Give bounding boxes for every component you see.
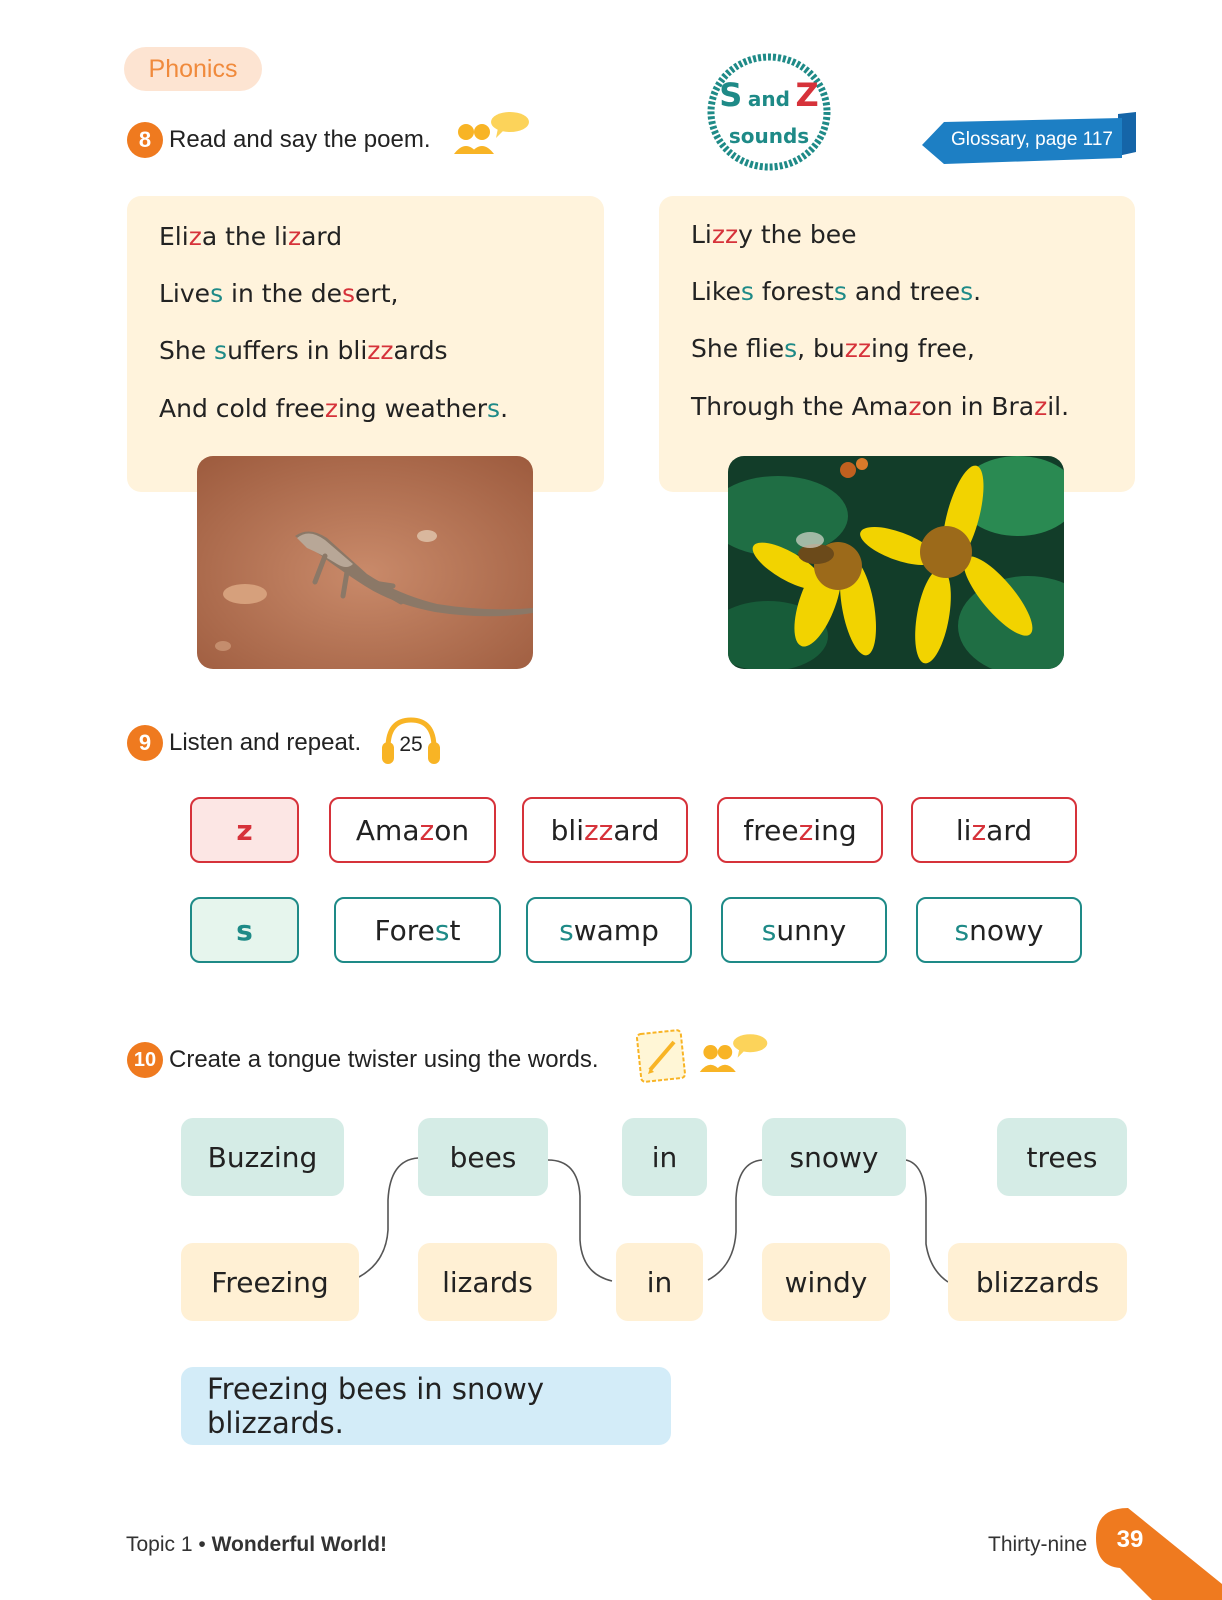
word-tile-bottom[interactable]: blizzards: [948, 1243, 1127, 1321]
text-segment: uffers in bli: [227, 336, 368, 365]
tongue-twister-example: Freezing bees in snowy blizzards.: [181, 1367, 671, 1445]
word-tile-bottom[interactable]: windy: [762, 1243, 890, 1321]
text-segment: a the li: [201, 222, 288, 251]
text-segment: She flie: [691, 334, 785, 363]
text-segment: ards: [393, 336, 448, 365]
text-segment: wamp: [573, 913, 659, 947]
z-sound-highlight: z: [324, 394, 338, 423]
s-sound-highlight: s: [833, 277, 847, 306]
text-segment: She: [159, 336, 215, 365]
s-sound-highlight: s: [761, 913, 777, 947]
badge-sounds: sounds: [728, 124, 810, 148]
z-sound-highlight: zz: [367, 336, 394, 365]
z-sound-highlight: z: [908, 392, 922, 421]
s-sound-highlight: s: [559, 913, 574, 947]
text-segment: free: [743, 813, 799, 847]
text-segment: and tree: [846, 277, 961, 306]
exercise-10-number: 10: [127, 1042, 163, 1078]
text-segment: unny: [776, 913, 847, 947]
s-sound-highlight: s: [236, 913, 253, 947]
section-tag: Phonics: [124, 47, 262, 91]
text-segment: , bu: [797, 334, 845, 363]
text-segment: .: [973, 277, 982, 306]
text-segment: bli: [550, 813, 584, 847]
s-sound-highlight: s: [214, 336, 228, 365]
exercise-9-number: 9: [127, 725, 163, 761]
text-segment: li: [955, 813, 972, 847]
z-sound-highlight: z: [188, 222, 202, 251]
text-segment: ing weather: [337, 394, 488, 423]
word-tile-bottom[interactable]: in: [616, 1243, 703, 1321]
text-segment: in the de: [223, 279, 343, 308]
badge-letter-s: S: [719, 76, 743, 114]
footer-topic: [126, 1533, 387, 1557]
text-segment: ing free,: [871, 334, 975, 363]
text-segment: And cold free: [159, 394, 325, 423]
footer-bullet: •: [198, 1533, 206, 1556]
s-sound-highlight: s: [960, 277, 974, 306]
s-sound-highlight: s: [954, 913, 970, 947]
s-sound-highlight: s: [210, 279, 224, 308]
text-segment: il.: [1047, 392, 1070, 421]
exercise-8-instruction: Read and say the poem.: [169, 126, 431, 153]
text-segment: t: [449, 913, 461, 947]
s-sound-highlight: s: [434, 913, 450, 947]
text-segment: nowy: [969, 913, 1044, 947]
text-segment: y the bee: [738, 220, 857, 249]
page-number: 39: [1116, 1526, 1144, 1553]
audio-track-number: 25: [399, 733, 423, 756]
s-sound-highlight: s: [740, 277, 754, 306]
text-segment: .: [500, 394, 509, 423]
text-segment: Like: [691, 277, 741, 306]
z-sound-highlight: zz: [844, 334, 872, 363]
text-segment: ard: [986, 813, 1033, 847]
word-tile-top[interactable]: Buzzing: [181, 1118, 344, 1196]
glossary-label: Glossary, page 117: [951, 129, 1113, 150]
footer-page-word: Thirty-nine: [988, 1533, 1088, 1556]
word-tile-top[interactable]: snowy: [762, 1118, 906, 1196]
word-tile-top[interactable]: in: [622, 1118, 707, 1196]
text-segment: Fore: [374, 913, 435, 947]
z-sound-highlight: zz: [711, 220, 739, 249]
z-sound-highlight: z: [971, 813, 987, 847]
s-sound-highlight: s: [487, 394, 501, 423]
text-segment: ard: [301, 222, 343, 251]
page-corner-tab: [1090, 1508, 1222, 1600]
text-segment: on in Bra: [921, 392, 1035, 421]
z-sound-highlight: z: [236, 813, 253, 847]
text-segment: Eli: [159, 222, 189, 251]
text-segment: on: [434, 813, 470, 847]
text-segment: Li: [691, 220, 712, 249]
z-sound-highlight: z: [798, 813, 814, 847]
text-segment: ert,: [355, 279, 399, 308]
exercise-8-number: 8: [127, 122, 163, 158]
footer-topic-title: Wonderful World!: [211, 1533, 387, 1556]
text-segment: Live: [159, 279, 211, 308]
footer-topic-number: Topic 1: [126, 1533, 193, 1556]
badge-and: and: [747, 87, 790, 111]
text-segment: forest: [753, 277, 834, 306]
z-sound-highlight: z: [1034, 392, 1048, 421]
z-sound-highlight: s: [342, 279, 356, 308]
z-sound-highlight: z: [419, 813, 435, 847]
word-tile-bottom[interactable]: lizards: [418, 1243, 557, 1321]
text-segment: Through the Ama: [691, 392, 909, 421]
exercise-9-instruction: Listen and repeat.: [169, 729, 362, 756]
z-sound-highlight: z: [287, 222, 302, 251]
badge-letter-z: Z: [795, 76, 819, 114]
text-segment: Ama: [355, 813, 420, 847]
word-tile-top[interactable]: trees: [997, 1118, 1127, 1196]
text-segment: ard: [613, 813, 660, 847]
z-sound-highlight: zz: [583, 813, 614, 847]
s-sound-highlight: s: [784, 334, 798, 363]
word-tile-top[interactable]: bees: [418, 1118, 548, 1196]
word-tile-bottom[interactable]: Freezing: [181, 1243, 359, 1321]
exercise-10-instruction: Create a tongue twister using the words.: [169, 1046, 599, 1073]
text-segment: ing: [813, 813, 857, 847]
